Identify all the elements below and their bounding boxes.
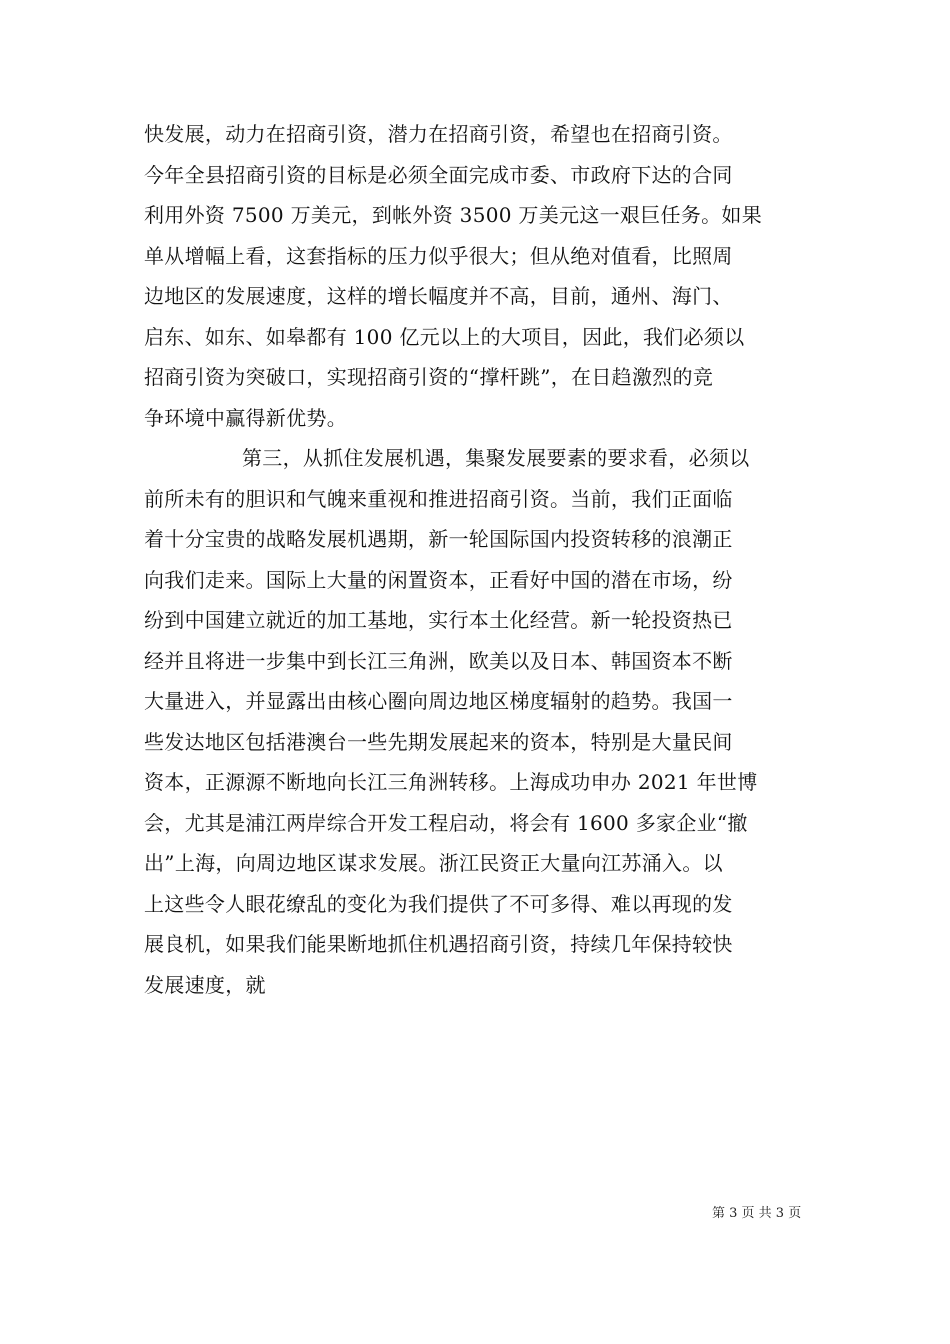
body-line: 上这些令人眼花缭乱的变化为我们提供了不可多得、难以再现的发 bbox=[144, 891, 733, 916]
body-line: 纷到中国建立就近的加工基地，实行本土化经营。新一轮投资热已 bbox=[144, 608, 733, 632]
body-line: 争环境中赢得新优势。 bbox=[144, 405, 347, 430]
body-line: 招商引资为突破口，实现招商引资的“撑杆跳”，在日趋激烈的竞 bbox=[144, 365, 714, 389]
body-line: 利用外资 7500 万美元，到帐外资 3500 万美元这一艰巨任务。如果 bbox=[144, 203, 763, 227]
page-number-footer: 第 3 页 共 3 页 bbox=[712, 1206, 802, 1221]
body-line: 今年全县招商引资的目标是必须全面完成市委、市政府下达的合同 bbox=[144, 162, 733, 187]
body-line: 快发展，动力在招商引资，潜力在招商引资，希望也在招商引资。 bbox=[144, 122, 733, 146]
body-line: 单从增幅上看，这套指标的压力似乎很大；但从绝对值看，比照周 bbox=[144, 243, 733, 268]
body-line: 前所未有的胆识和气魄来重视和推进招商引资。当前，我们正面临 bbox=[144, 486, 733, 511]
body-line: 向我们走来。国际上大量的闲置资本，正看好中国的潜在市场，纷 bbox=[144, 567, 733, 592]
body-line: 大量进入，并显露出由核心圈向周边地区梯度辐射的趋势。我国一 bbox=[144, 689, 733, 713]
body-line: 经并且将进一步集中到长江三角洲，欧美以及日本、韩国资本不断 bbox=[144, 648, 733, 673]
paragraph-first-line: 第三，从抓住发展机遇，集聚发展要素的要求看，必须以 bbox=[242, 446, 750, 470]
body-line: 着十分宝贵的战略发展机遇期，新一轮国际国内投资转移的浪潮正 bbox=[144, 527, 733, 551]
body-line: 发展速度，就 bbox=[144, 972, 266, 997]
body-line: 展良机，如果我们能果断地抓住机遇招商引资，持续几年保持较快 bbox=[144, 932, 733, 956]
body-line: 边地区的发展速度，这样的增长幅度并不高，目前，通州、海门、 bbox=[144, 284, 733, 308]
body-line: 出”上海，向周边地区谋求发展。浙江民资正大量向江苏涌入。以 bbox=[144, 851, 723, 875]
body-line: 资本，正源源不断地向长江三角洲转移。上海成功申办 2021 年世博 bbox=[144, 770, 758, 794]
document-body bbox=[144, 114, 812, 1005]
body-line: 些发达地区包括港澳台一些先期发展起来的资本，特别是大量民间 bbox=[144, 729, 733, 754]
body-line: 启东、如东、如皋都有 100 亿元以上的大项目，因此，我们必须以 bbox=[144, 324, 745, 349]
body-line: 会，尤其是浦江两岸综合开发工程启动，将会有 1600 多家企业“撤 bbox=[144, 810, 748, 835]
